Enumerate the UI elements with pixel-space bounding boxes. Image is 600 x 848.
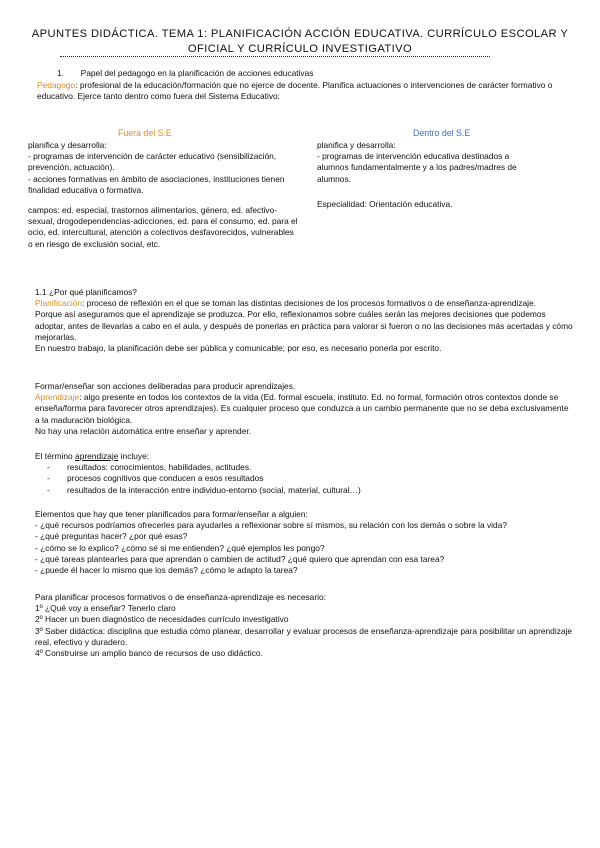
dentro-line: - programas de intervención educativa destinados a alumnos fundamentalmente y a los padres/madres de alumnos. [317, 151, 517, 184]
termino-list [35, 462, 575, 496]
list-item: 2º Hacer un buen diagnóstico de necesidades currículo investigativo [35, 614, 289, 625]
section-1-1 [35, 287, 575, 354]
list-item: - ¿qué preguntas hacer? ¿por qué esas? [35, 531, 188, 542]
termino-post: incluye: [118, 451, 150, 461]
list-item: - ¿qué tareas plantearles para que aprendan o cambien de actitud? ¿qué quiero que aprendan con esa tarea? [35, 553, 445, 564]
pedagogo-definition [37, 80, 557, 102]
fuera-line: planifica y desarrolla: [28, 140, 107, 150]
dentro-heading: Dentro del S.E [413, 128, 471, 138]
formar-paragraph: No hay una relación automática entre enseñar y aprender. [35, 425, 252, 436]
list-item: - procesos cognitivos que conducen a esos resultados [35, 473, 575, 484]
list-item: 1º ¿Qué voy a enseñar? Tenerlo claro [35, 603, 176, 614]
planificacion-definition [35, 298, 575, 309]
aprendizaje-term: Aprendizaje [35, 392, 80, 403]
list-item: - ¿puede él hacer lo mismo que los demás? ¿cómo le adapto la tarea? [35, 565, 298, 576]
fuera-campos: campos: ed. especial, trastornos alimentarios, género, ed. afectivo-sexual, drogodependencias-adicciones, ed. para el consumo, ed. para el ocio, ed. intercultural, atención a colectivos desfavorecidos, vulnerables o en riesgo de exclusión social, etc. [28, 205, 298, 249]
list-item: 4º Construirse un amplio banco de recursos de uso didáctico. [35, 648, 263, 659]
planificacion-def-text: : proceso de reflexión en el que se toman las distintas decisiones de los procesos formativos o de enseñanza-aprendizaje. [82, 298, 536, 309]
elementos-block [35, 509, 580, 576]
termino-pre: El término [35, 451, 76, 461]
section-1-number: 1. [57, 68, 64, 78]
aprendizaje-definition [35, 392, 575, 426]
termino-heading [35, 451, 575, 462]
list-item: - ¿cómo se lo explico? ¿cómo sé si me entienden? ¿qué ejemplos les pongo? [35, 542, 325, 553]
pedagogo-term: Pedagogo [37, 80, 76, 90]
fuera-line: - programas de intervención de carácter educativo (sensibilización, prevención, actuación). [28, 151, 277, 173]
section-1-1-paragraph: En nuestro trabajo, la planificación debe ser pública y comunicable; por eso, es necesario ponerla por escrito. [35, 343, 442, 354]
document-title: APUNTES DIDÁCTICA. TEMA 1: PLANIFICACIÓN ACCIÓN EDUCATIVA. CURRÍCULO ESCOLAR Y OFICIAL Y CURRÍCULO INVESTIGATIVO [31, 28, 569, 55]
dentro-column [317, 140, 517, 210]
fuera-line: - acciones formativas en ámbito de asociaciones, instituciones tienen finalidad educativa o formativa. [28, 173, 285, 195]
list-item: 3º Saber didáctica: disciplina que estudia cómo planear, desarrollar y evaluar procesos de enseñanza-aprendizaje para posibilitar un aprendizaje real, efectivo y duradero. [35, 625, 573, 647]
list-item: - ¿qué recursos podríamos ofrecerles para ayudarles a reflexionar sobre sí mismos, su relación con los demás o sobre la vida? [35, 520, 508, 531]
termino-word: aprendizaje [75, 451, 119, 461]
title-divider [60, 56, 490, 61]
section-1-heading [57, 68, 577, 79]
termino-block [35, 451, 575, 496]
fuera-heading: Fuera del S.E [118, 128, 172, 138]
list-item: - resultados: conocimientos, habilidades, actitudes. [35, 462, 575, 473]
planificar-block [35, 592, 580, 659]
planificar-heading: Para planificar procesos formativos o de enseñanza-aprendizaje es necesario: [35, 592, 326, 602]
formar-block [35, 381, 575, 437]
formar-paragraph: Formar/enseñar son acciones deliberadas para producir aprendizajes. [35, 381, 296, 391]
dentro-especialidad: Especialidad: Orientación educativa. [317, 198, 453, 209]
dentro-line: planifica y desarrolla: [317, 140, 396, 150]
aprendizaje-def-text: : algo presente en todos los contextos de la vida (Ed. formal escuela, instituto. Ed. no formal, formación otros contextos donde se enseña/forma para favorecer otros aprendizajes). Es cualquier proceso que conduzca a un cambio permanente que no se deba exclusivamente a la maduración biológica. [35, 392, 569, 425]
section-1-heading-text: Papel del pedagogo en la planificación de acciones educativas [80, 68, 314, 78]
section-1-1-paragraph: Porque así aseguramos que el aprendizaje se produzca. Por ello, reflexionamos sobre cuáles serán las mejores decisiones que podemos adoptar, antes de llevarlas a cabo en el aula, y después de ponerlas en práctica para valorar si fueron o no las decisiones más acertadas y cómo mejorarlas. [35, 309, 573, 342]
fuera-column [28, 140, 298, 250]
planificacion-term: Planificación [35, 298, 83, 309]
pedagogo-def-text: : profesional de la educación/formación que no ejerce de docente. Planifica actuaciones o intervenciones de carácter formativo o educativo. Ejerce tanto dentro como fuera del Sistema Educativo: [37, 80, 553, 102]
elementos-heading: Elementos que hay que tener planificados para formar/enseñar a alguien: [35, 509, 308, 519]
list-item: - resultados de la interacción entre individuo-entorno (social, material, cultural…) [35, 485, 575, 496]
section-1-1-heading: 1.1 ¿Por qué planificamos? [35, 287, 137, 297]
